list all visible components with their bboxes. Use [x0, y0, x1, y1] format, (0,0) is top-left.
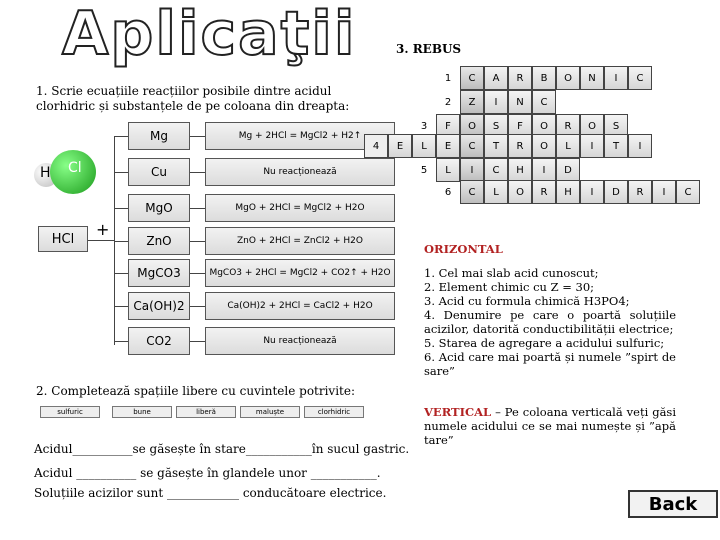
rebus-cell[interactable]: O: [460, 114, 484, 138]
tree-branch-line: [114, 208, 128, 209]
rebus-cell[interactable]: I: [652, 180, 676, 204]
reactant-mg: Mg: [128, 122, 190, 150]
rebus-cell[interactable]: O: [532, 114, 556, 138]
rebus-cell[interactable]: C: [676, 180, 700, 204]
rebus-cell[interactable]: C: [460, 180, 484, 204]
connector-line: [190, 306, 205, 307]
connector-line: [190, 208, 205, 209]
reactant-mgo: MgO: [128, 194, 190, 222]
word-maluste[interactable]: maluște: [240, 406, 300, 418]
rebus-cell[interactable]: C: [460, 134, 484, 158]
vertical-clue: [424, 405, 676, 447]
rebus-cell[interactable]: D: [604, 180, 628, 204]
vertical-text: – Pe coloana verticală veți găsi numele acidului ce se mai numește și ”apă tare”: [424, 405, 676, 447]
rebus-row-number: 1: [444, 72, 452, 84]
rebus-cell[interactable]: I: [532, 158, 556, 182]
connector-line: [190, 172, 205, 173]
clue-3: 3. Acid cu formula chimică H3PO4;: [424, 294, 630, 308]
connector-line: [190, 341, 205, 342]
rebus-cell[interactable]: A: [484, 66, 508, 90]
rebus-cell[interactable]: I: [604, 66, 628, 90]
rebus-cell[interactable]: I: [460, 158, 484, 182]
rebus-cell[interactable]: I: [628, 134, 652, 158]
hydrogen-label: H: [40, 165, 51, 181]
sentence-3: Soluțiile acizilor sunt ____________ conducătoare electrice.: [34, 486, 387, 500]
rebus-cell[interactable]: C: [460, 66, 484, 90]
rebus-cell[interactable]: D: [556, 158, 580, 182]
rebus-cell[interactable]: C: [484, 158, 508, 182]
word-sulfuric[interactable]: sulfuric: [40, 406, 100, 418]
plus-sign: +: [96, 220, 110, 239]
word-bune[interactable]: bune: [112, 406, 172, 418]
rebus-cell[interactable]: E: [388, 134, 412, 158]
rebus-cell[interactable]: S: [604, 114, 628, 138]
task2-text: 2. Completează spațiile libere cu cuvintele potrivite:: [36, 384, 356, 398]
rebus-cell[interactable]: R: [508, 66, 532, 90]
page-title: Aplicaţii: [62, 0, 357, 69]
rebus-cell[interactable]: R: [532, 180, 556, 204]
vertical-heading: VERTICAL: [424, 405, 492, 419]
clue-5: 5. Starea de agregare a acidului sulfuric;: [424, 336, 665, 350]
equation-zno: ZnO + 2HCl = ZnCl2 + H2O: [205, 227, 395, 255]
sentence-2: Acidul __________ se găsește în glandele unor ___________.: [34, 466, 381, 480]
rebus-cell[interactable]: C: [532, 90, 556, 114]
rebus-cell[interactable]: L: [484, 180, 508, 204]
rebus-cell[interactable]: C: [628, 66, 652, 90]
rebus-row-number: 5: [420, 164, 428, 176]
tree-branch-line: [114, 306, 128, 307]
rebus-cell[interactable]: I: [484, 90, 508, 114]
tree-branch-line: [114, 172, 128, 173]
tree-branch-line: [114, 273, 128, 274]
clue-2: 2. Element chimic cu Z = 30;: [424, 280, 595, 294]
connector-line: [190, 273, 205, 274]
rebus-cell[interactable]: N: [508, 90, 532, 114]
clue-6: 6. Acid care mai poartă și numele ”spirt de sare”: [424, 350, 676, 378]
rebus-cell[interactable]: H: [508, 158, 532, 182]
hcl-box: HCl: [38, 226, 88, 252]
equation-co2: Nu reacționează: [205, 327, 395, 355]
rebus-cell[interactable]: O: [508, 180, 532, 204]
reactant-cu: Cu: [128, 158, 190, 186]
rebus-cell[interactable]: R: [556, 114, 580, 138]
chlorine-label: Cl: [68, 160, 82, 176]
sentence-1: Acidul__________se găsește în stare___________în sucul gastric.: [34, 442, 410, 456]
reactant-zno: ZnO: [128, 227, 190, 255]
rebus-cell[interactable]: F: [436, 114, 460, 138]
word-libera[interactable]: liberă: [176, 406, 236, 418]
rebus-cell[interactable]: L: [412, 134, 436, 158]
connector-line: [190, 241, 205, 242]
tree-branch-line: [114, 241, 128, 242]
equation-cu: Nu reacționează: [205, 158, 395, 186]
rebus-cell[interactable]: R: [508, 134, 532, 158]
orizontal-heading: ORIZONTAL: [424, 242, 503, 256]
rebus-cell[interactable]: H: [556, 180, 580, 204]
reactant-caoh2: Ca(OH)2: [128, 292, 190, 320]
rebus-row-number: 2: [444, 96, 452, 108]
tree-branch-line: [114, 341, 128, 342]
rebus-cell[interactable]: R: [628, 180, 652, 204]
rebus-cell[interactable]: O: [556, 66, 580, 90]
clue-4: 4. Denumire pe care o poartă soluțiile acizilor, datorită conductibilității electrice;: [424, 308, 676, 336]
rebus-cell[interactable]: L: [436, 158, 460, 182]
rebus-cell[interactable]: L: [556, 134, 580, 158]
rebus-cell[interactable]: I: [580, 180, 604, 204]
rebus-cell[interactable]: O: [580, 114, 604, 138]
back-button[interactable]: Back: [628, 490, 718, 518]
rebus-row-number: 6: [444, 186, 452, 198]
word-clorhidric[interactable]: clorhidric: [304, 406, 364, 418]
hcl-molecule: [34, 150, 104, 194]
rebus-cell[interactable]: Z: [460, 90, 484, 114]
tree-branch-line: [114, 136, 128, 137]
tree-stem-line: [88, 240, 114, 241]
equation-caoh2: Ca(OH)2 + 2HCl = CaCl2 + H2O: [205, 292, 395, 320]
rebus-row-number: 4: [364, 134, 388, 158]
rebus-cell[interactable]: O: [532, 134, 556, 158]
rebus-cell[interactable]: B: [532, 66, 556, 90]
reactant-co2: CO2: [128, 327, 190, 355]
equation-mgco3: MgCO3 + 2HCl = MgCl2 + CO2↑ + H2O: [205, 259, 395, 287]
rebus-row-number: 3: [420, 120, 428, 132]
clue-1: 1. Cel mai slab acid cunoscut;: [424, 266, 599, 280]
rebus-heading: 3. REBUS: [396, 42, 462, 56]
rebus-cell[interactable]: I: [580, 134, 604, 158]
reactant-mgco3: MgCO3: [128, 259, 190, 287]
rebus-cell[interactable]: N: [580, 66, 604, 90]
task1-text: 1. Scrie ecuațiile reacțiilor posibile dintre acidul clorhidric și substanțele de pe coloana din dreapta:: [36, 84, 350, 113]
rebus-cell[interactable]: T: [604, 134, 628, 158]
orizontal-list: [424, 266, 676, 378]
equation-mgo: MgO + 2HCl = MgCl2 + H2O: [205, 194, 395, 222]
rebus-cell[interactable]: F: [508, 114, 532, 138]
rebus-cell[interactable]: T: [484, 134, 508, 158]
rebus-cell[interactable]: S: [484, 114, 508, 138]
rebus-cell[interactable]: E: [436, 134, 460, 158]
equation-mg: Mg + 2HCl = MgCl2 + H2↑: [205, 122, 395, 150]
connector-line: [190, 136, 205, 137]
